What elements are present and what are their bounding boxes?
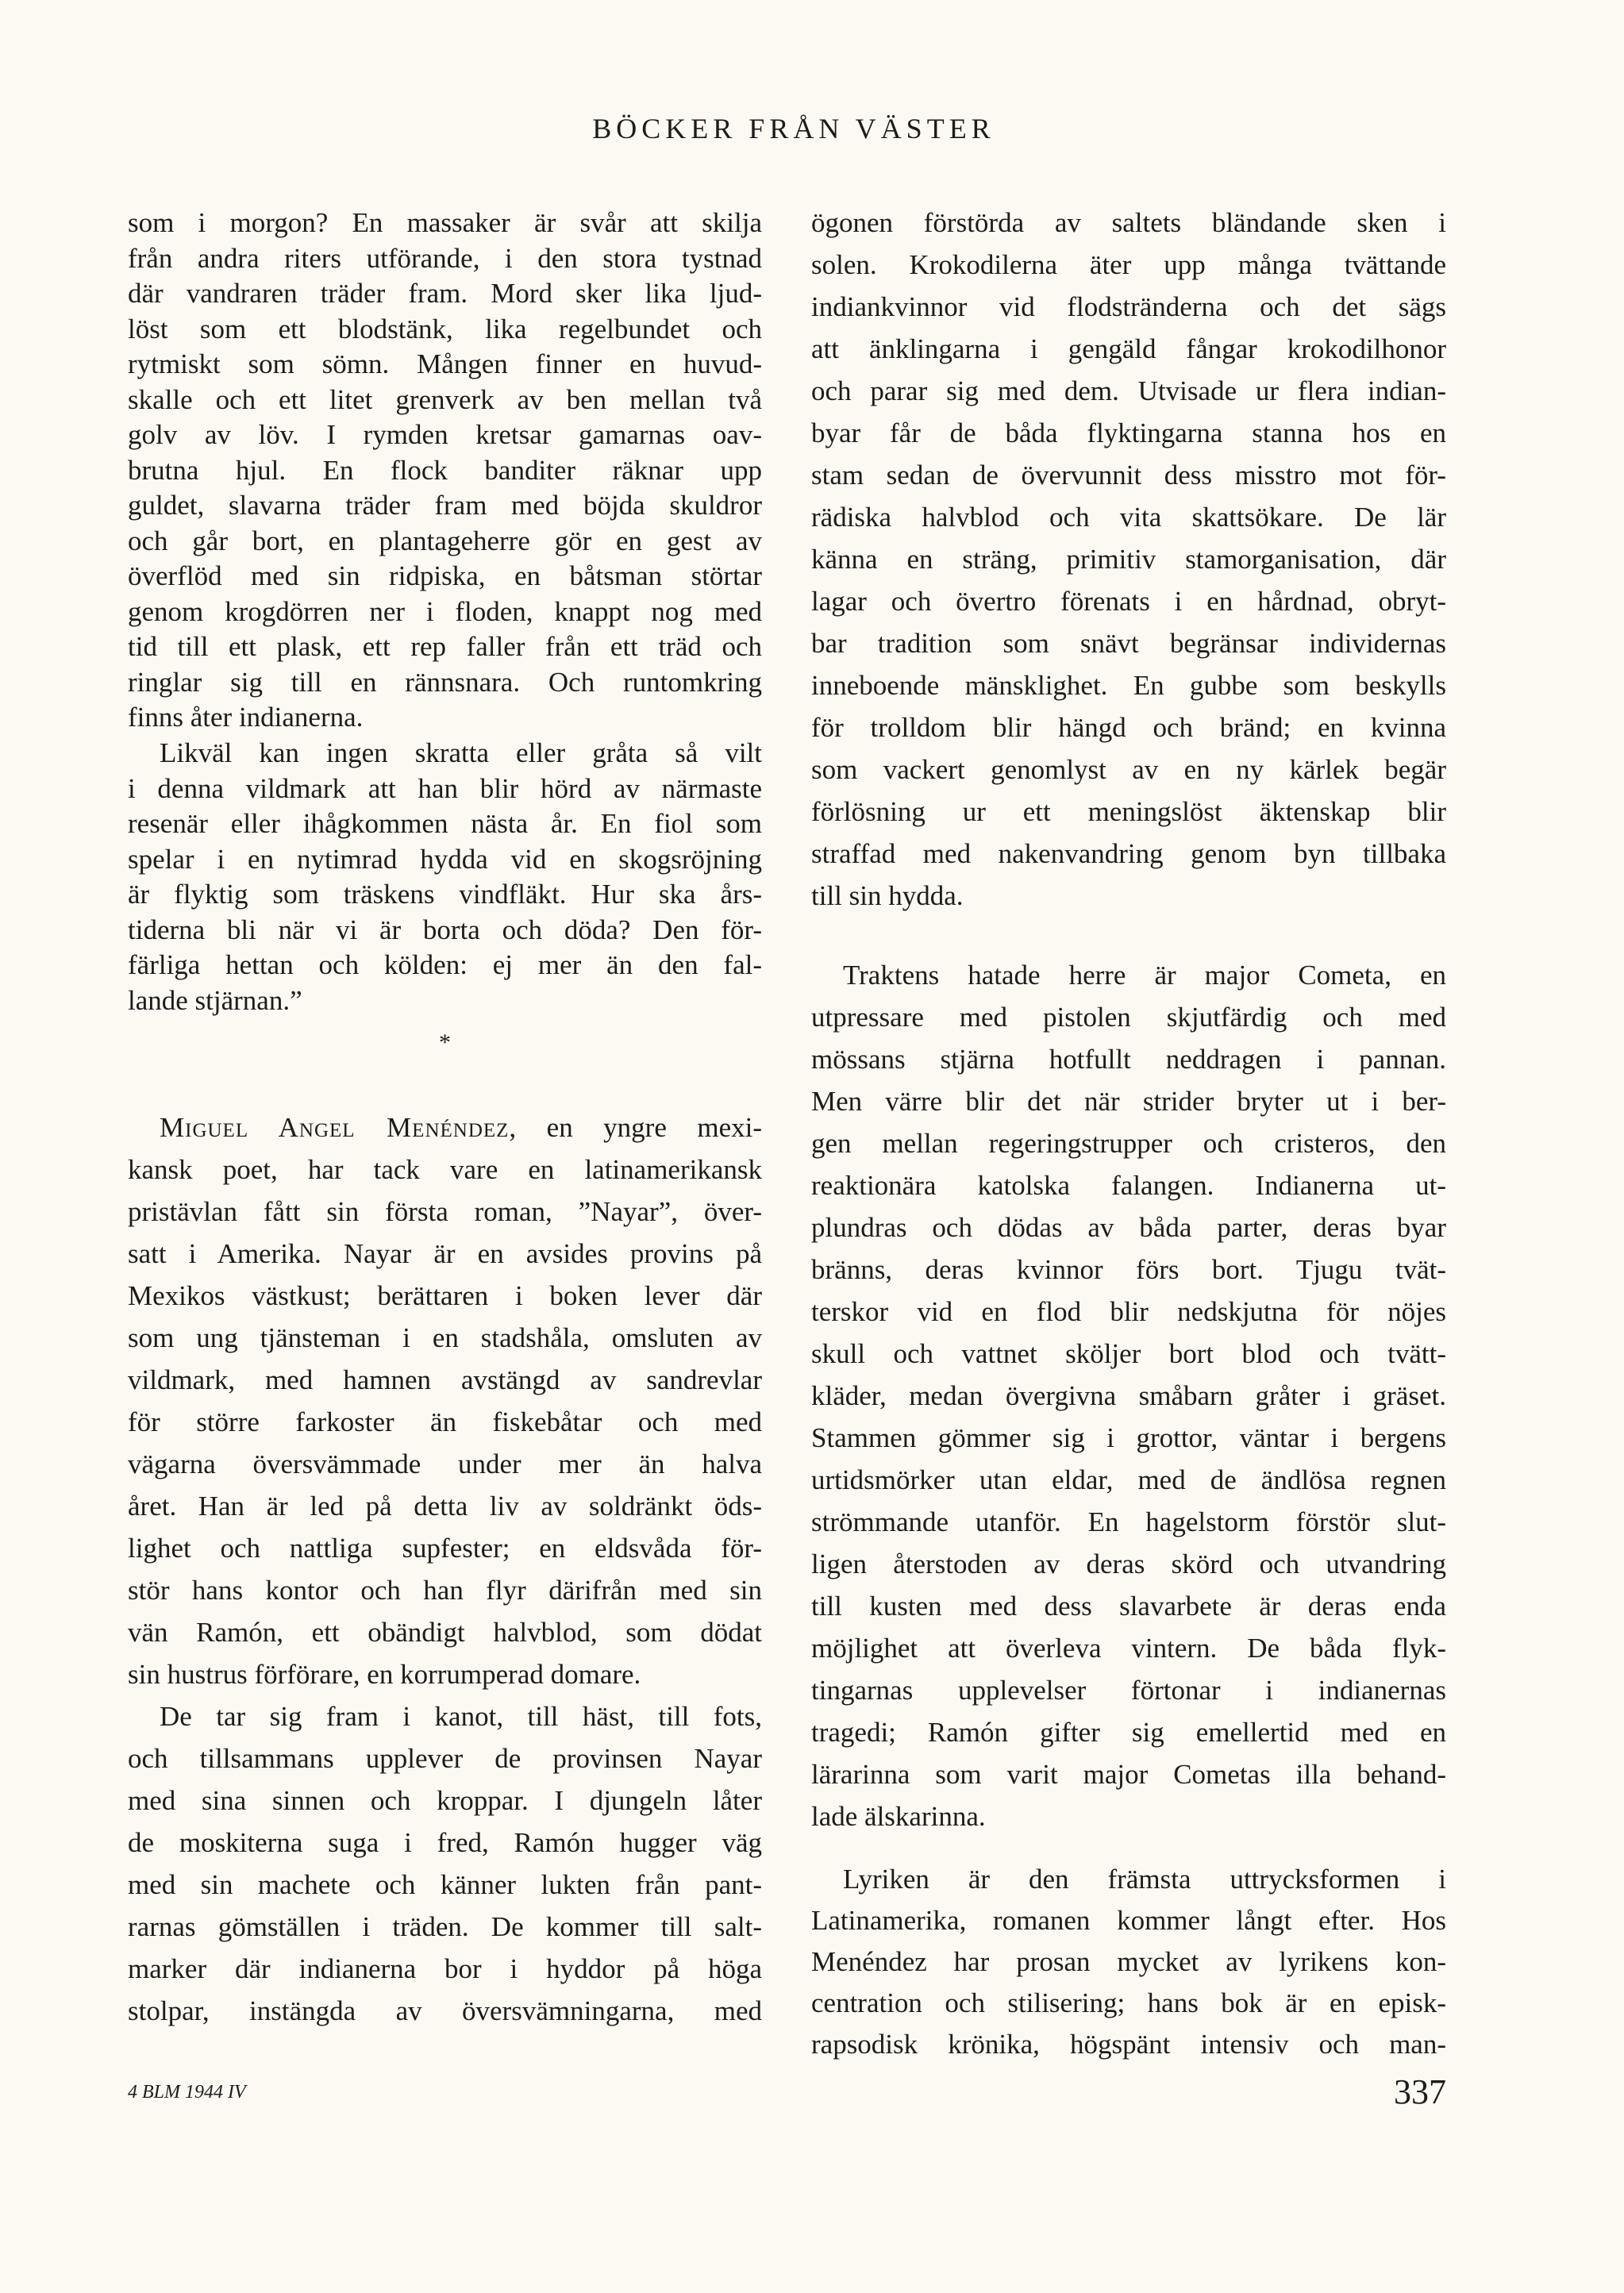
text-line: sin hustrus förförare, en korrumperad domare. xyxy=(128,1659,641,1690)
text-line: vägarna översvämmade under mer än halva xyxy=(128,1449,762,1479)
text-line: i denna vildmark att han blir hörd av närmaste xyxy=(128,772,762,804)
text-line: året. Han är led på detta liv av soldränkt öds- xyxy=(128,1491,762,1522)
text-line: stolpar, instängda av översvämningarna, med xyxy=(128,1995,762,2026)
text-line: från andra riters utförande, i den stora tystnad xyxy=(128,242,762,274)
text-line: förlösning ur ett meningslöst äktenskap blir xyxy=(811,796,1446,827)
text-line: som ung tjänsteman i en stadshåla, omsluten av xyxy=(128,1322,762,1353)
text-line: inneboende mänsklighet. En gubbe som beskylls xyxy=(811,670,1446,701)
text-line: vildmark, med hamnen avstängd av sandrevlar xyxy=(128,1364,762,1395)
text-line: och går bort, en plantageherre gör en gest av xyxy=(128,525,762,556)
text-line: centration och stilisering; hans bok är en episk- xyxy=(811,1987,1446,2018)
right-paragraph-2 xyxy=(811,954,1446,1837)
text-line: Traktens hatade herre är major Cometa, en xyxy=(843,960,1446,991)
text-line: rytmiskt som sömn. Mången finner en huvud- xyxy=(128,348,762,379)
text-line: färliga hettan och kölden: ej mer än den fal- xyxy=(128,949,762,980)
text-line: till kusten med dess slavarbete är deras enda xyxy=(811,1591,1446,1622)
text-line: Menéndez har prosan mycket av lyrikens kon- xyxy=(811,1946,1446,1977)
text-line-rest: , en yngre mexi- xyxy=(509,1112,762,1143)
text-line: terskor vid en flod blir nedskjutna för nöjes xyxy=(811,1296,1446,1327)
text-line: utpressare med pistolen skjutfärdig och med xyxy=(811,1002,1446,1033)
text-line: finns åter indianerna. xyxy=(128,702,364,733)
text-line: stam sedan de övervunnit dess misstro mot för- xyxy=(811,460,1446,491)
text-line: känna en sträng, primitiv stamorganisation, där xyxy=(811,544,1446,575)
text-line: skalle och ett litet grenverk av ben mellan två xyxy=(128,383,762,415)
text-line: spelar i en nytimrad hydda vid en skogsröjning xyxy=(128,843,762,875)
text-line: satt i Amerika. Nayar är en avsides provins på xyxy=(128,1238,762,1269)
text-line: rädiska halvblod och vita skattsökare. De lär xyxy=(811,502,1446,533)
text-line xyxy=(128,1106,762,1148)
right-paragraph-3 xyxy=(811,1859,1446,2065)
text-line: ögonen förstörda av saltets bländande sken i xyxy=(811,207,1446,238)
text-line: lagar och övertro förenats i en hårdnad, obryt- xyxy=(811,586,1446,617)
text-line: urtidsmörker utan eldar, med de ändlösa regnen xyxy=(811,1464,1446,1495)
text-line: tingarnas upplevelser förtonar i indianernas xyxy=(811,1675,1446,1706)
text-line: kläder, medan övergivna småbarn gråter i gräset. xyxy=(811,1380,1446,1411)
text-line: med sin machete och känner lukten från pant- xyxy=(128,1869,762,1900)
text-line: vän Ramón, ett obändigt halvblod, som dödat xyxy=(128,1617,762,1648)
running-header: BÖCKER FRÅN VÄSTER xyxy=(592,113,995,144)
text-line: lande stjärnan.” xyxy=(128,984,302,1016)
text-line: pristävlan fått sin första roman, ”Nayar”, över- xyxy=(128,1196,762,1227)
text-line: kansk poet, har tack vare en latinamerikansk xyxy=(128,1154,762,1185)
text-line: rapsodisk krönika, högspänt intensiv och man- xyxy=(811,2029,1446,2060)
text-line: de moskiterna suga i fred, Ramón hugger väg xyxy=(128,1827,762,1858)
text-line: straffad med nakenvandring genom byn tillbaka xyxy=(811,838,1446,869)
text-line: ligen återstoden av deras skörd och utvandring xyxy=(811,1549,1446,1579)
text-line: till sin hydda. xyxy=(811,880,964,911)
text-line: lade älskarinna. xyxy=(811,1801,986,1832)
text-line: strömmande utanför. En hagelstorm förstör slut- xyxy=(811,1506,1446,1537)
text-line: som i morgon? En massaker är svår att skilja xyxy=(128,207,762,238)
text-line: byar får de båda flyktingarna stanna hos en xyxy=(811,417,1446,448)
text-line: där vandraren träder fram. Mord sker lika ljud- xyxy=(128,278,762,309)
text-line: och tillsammans upplever de provinsen Nayar xyxy=(128,1743,762,1774)
text-line: Latinamerika, romanen kommer långt efter. Hos xyxy=(811,1905,1446,1936)
text-line: solen. Krokodilerna äter upp många tvättande xyxy=(811,249,1446,280)
text-line: Lyriken är den främsta uttrycksformen i xyxy=(843,1864,1446,1895)
text-line: löst som ett blodstänk, lika regelbundet och xyxy=(128,313,762,344)
left-paragraph-1 xyxy=(128,206,762,736)
text-line: stör hans kontor och han flyr därifrån med sin xyxy=(128,1575,762,1606)
text-line: guldet, slavarna träder fram med böjda skuldror xyxy=(128,490,762,521)
text-line: Stammen gömmer sig i grottor, väntar i bergens xyxy=(811,1422,1446,1453)
text-line: gen mellan regeringstrupper och cristeros, den xyxy=(811,1128,1446,1159)
right-paragraph-1 xyxy=(811,202,1446,917)
text-line: bar tradition som snävt begränsar individernas xyxy=(811,628,1446,659)
text-line: att änklingarna i gengäld fångar krokodilhonor xyxy=(811,333,1446,364)
section-separator: * xyxy=(439,1029,451,1056)
text-line: lärarinna som varit major Cometas illa behand- xyxy=(811,1759,1446,1790)
page-number: 337 xyxy=(1394,2072,1446,2111)
text-line: golv av löv. I rymden kretsar gamarnas oav- xyxy=(128,419,762,450)
text-line: lighet och nattliga supfester; en eldsvåda för- xyxy=(128,1533,762,1564)
text-line: plundras och dödas av båda parter, deras byar xyxy=(811,1212,1446,1243)
text-line: reaktionära katolska falangen. Indianerna ut- xyxy=(811,1170,1446,1201)
printer-signature: 4 BLM 1944 IV xyxy=(128,2082,246,2103)
text-line: med sina sinnen och kroppar. I djungeln låter xyxy=(128,1785,762,1816)
text-line: ringlar sig till en rännsnara. Och runtomkring xyxy=(128,666,762,698)
text-line: Likväl kan ingen skratta eller gråta så vilt xyxy=(160,737,762,768)
text-line: skull och vattnet sköljer bort blod och tvätt- xyxy=(811,1338,1446,1369)
text-line: och parar sig med dem. Utvisade ur flera indian- xyxy=(811,375,1446,406)
text-line: för större farkoster än fiskebåtar och med xyxy=(128,1406,762,1437)
text-line: tid till ett plask, ett rep faller från ett träd och xyxy=(128,631,762,662)
text-line: möjlighet att överleva vintern. De båda flyk- xyxy=(811,1633,1446,1664)
text-line: brutna hjul. En flock banditer räknar upp xyxy=(128,454,762,486)
text-line: är flyktig som träskens vindfläkt. Hur ska års- xyxy=(128,879,762,910)
text-line: Men värre blir det när strider bryter ut i ber- xyxy=(811,1086,1446,1117)
text-line: för trolldom blir hängd och bränd; en kvinna xyxy=(811,712,1446,743)
left-paragraph-menendez xyxy=(128,1106,762,1695)
text-line: tragedi; Ramón gifter sig emellertid med en xyxy=(811,1717,1446,1748)
text-line: rarnas gömställen i träden. De kommer till salt- xyxy=(128,1911,762,1942)
text-line: mössans stjärna hotfullt neddragen i pannan. xyxy=(811,1044,1446,1075)
author-name: Miguel Angel Menéndez xyxy=(160,1112,510,1143)
text-line: indiankvinnor vid flodstränderna och det sägs xyxy=(811,291,1446,322)
text-line: tiderna bli när vi är borta och döda? Den för- xyxy=(128,914,762,945)
text-line: överflöd med sin ridpiska, en båtsman störtar xyxy=(128,560,762,591)
left-paragraph-2 xyxy=(128,736,762,1018)
text-line: Mexikos västkust; berättaren i boken lever där xyxy=(128,1280,762,1311)
text-line: som vackert genomlyst av en ny kärlek begär xyxy=(811,754,1446,785)
text-line: De tar sig fram i kanot, till häst, till fots, xyxy=(160,1701,762,1732)
text-line: genom krogdörren ner i floden, knappt nog med xyxy=(128,595,762,627)
left-paragraph-journey xyxy=(128,1695,762,2032)
text-line: marker där indianerna bor i hyddor på höga xyxy=(128,1953,762,1984)
text-line: bränns, deras kvinnor förs bort. Tjugu tvät- xyxy=(811,1254,1446,1285)
text-line: resenär eller ihågkommen nästa år. En fiol som xyxy=(128,808,762,839)
